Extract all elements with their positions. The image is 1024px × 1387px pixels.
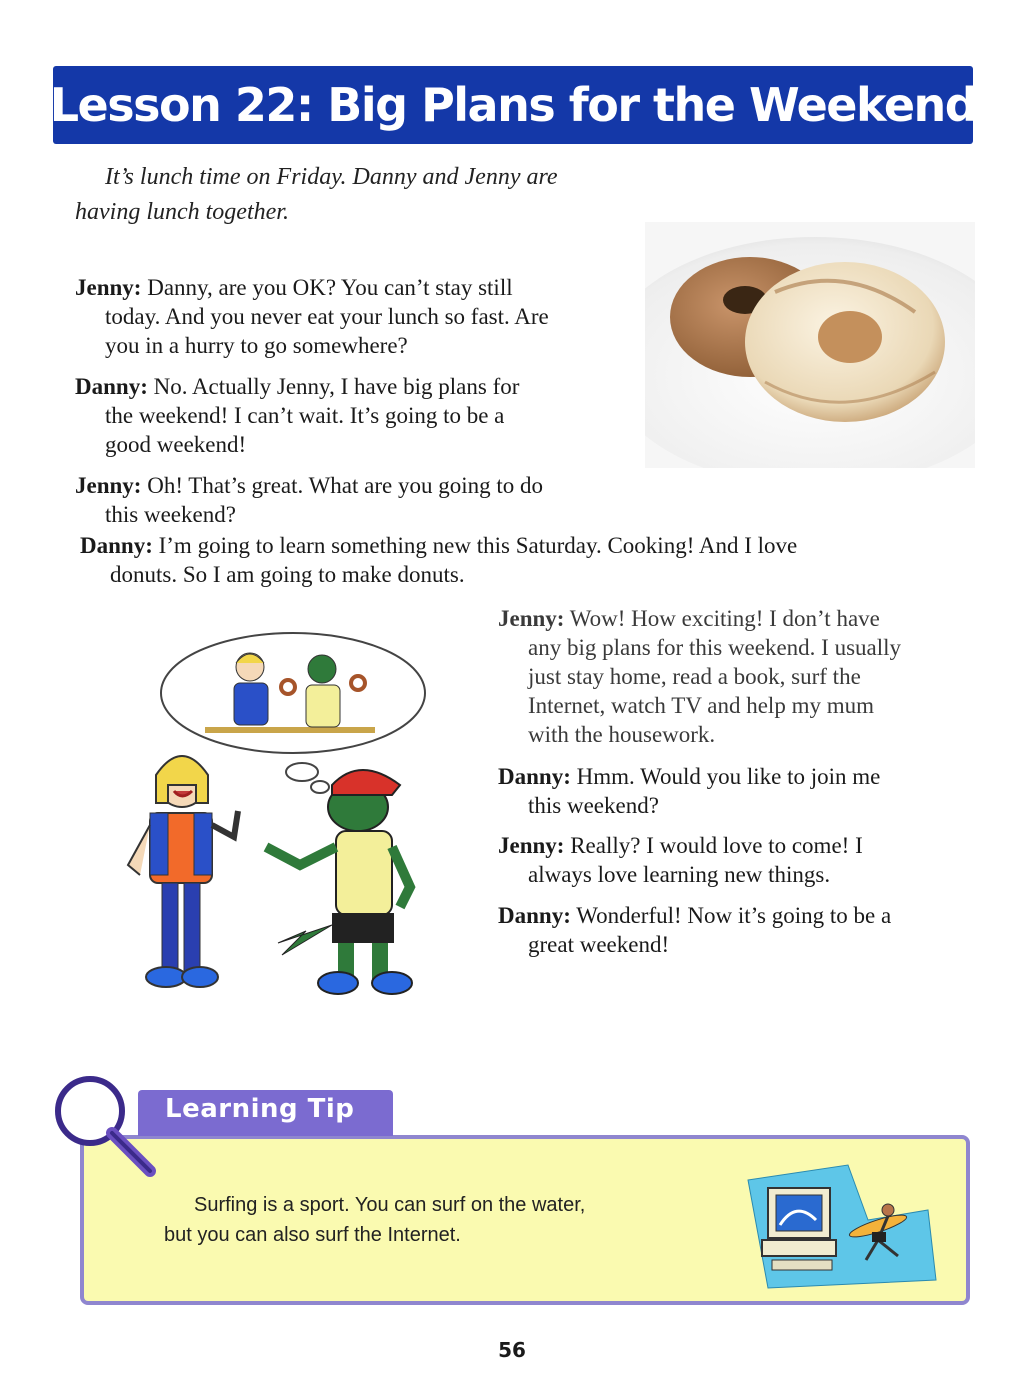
speaker-name: Danny: — [75, 374, 148, 399]
dialogue-line-5 — [498, 604, 901, 749]
tip-line-2: but you can also surf the Internet. — [164, 1224, 461, 1246]
dialogue-text: I’m going to learn something new this Saturday. Cooking! And I love — [158, 533, 798, 558]
speaker-name: Danny: — [498, 903, 571, 928]
speaker-name: Jenny: — [75, 473, 142, 498]
dialogue-line-1 — [75, 273, 549, 360]
speaker-name: Jenny: — [498, 833, 565, 858]
tip-line-1: Surfing is a sport. You can surf on the water, — [194, 1194, 586, 1216]
dialogue-text: any big plans for this weekend. I usually — [528, 635, 902, 660]
dialogue-text: today. And you never eat your lunch so fast. Are — [105, 304, 549, 329]
dialogue-line-7 — [498, 831, 863, 889]
intro-paragraph — [75, 160, 655, 230]
intro-line-2: having lunch together. — [75, 199, 289, 225]
dialogue-line-8 — [498, 901, 891, 959]
dialogue-text: Oh! That’s great. What are you going to do — [147, 473, 544, 498]
dialogue-text: this weekend? — [105, 502, 236, 527]
dialogue-text: donuts. So I am going to make donuts. — [110, 562, 465, 587]
lesson-title-bar — [49, 66, 977, 144]
speaker-name: Danny: — [498, 764, 571, 789]
intro-line-1: It’s lunch time on Friday. Danny and Jenny are — [105, 164, 558, 190]
dialogue-text: Danny, are you OK? You can’t stay still — [147, 275, 513, 300]
dialogue-text: always love learning new things. — [528, 862, 831, 887]
dialogue-text: just stay home, read a book, surf the — [528, 664, 861, 689]
dialogue-text: this weekend? — [528, 793, 659, 818]
dialogue-text: No. Actually Jenny, I have big plans for — [153, 374, 520, 399]
dialogue-text: Internet, watch TV and help my mum — [528, 693, 874, 718]
jenny-danny-illustration — [110, 625, 440, 1015]
speaker-name: Jenny: — [75, 275, 142, 300]
speaker-name: Danny: — [80, 533, 153, 558]
dialogue-line-6 — [498, 762, 880, 820]
lesson-title: Lesson 22: Big Plans for the Weekend — [49, 78, 977, 132]
speaker-name: Jenny: — [498, 606, 565, 631]
dialogue-text: great weekend! — [528, 932, 670, 957]
magnifying-glass-icon — [52, 1073, 162, 1178]
dialogue-text: you in a hurry to go somewhere? — [105, 333, 408, 358]
page-number: 56 — [498, 1338, 526, 1362]
dialogue-text: Really? I would love to come! I — [570, 833, 863, 858]
dialogue-text: good weekend! — [105, 432, 247, 457]
learning-tip-text — [164, 1190, 704, 1250]
dialogue-line-4 — [80, 531, 797, 589]
dialogue-line-3 — [75, 471, 543, 529]
dialogue-text: Hmm. Would you like to join me — [576, 764, 881, 789]
dialogue-text: Wow! How exciting! I don’t have — [569, 606, 880, 631]
dialogue-line-2 — [75, 372, 519, 459]
dialogue-text: Wonderful! Now it’s going to be a — [576, 903, 892, 928]
learning-tip-heading: Learning Tip — [165, 1094, 355, 1124]
computer-surfer-illustration — [738, 1160, 938, 1292]
dialogue-text: with the housework. — [528, 722, 716, 747]
donuts-photo — [645, 222, 975, 468]
dialogue-text: the weekend! I can’t wait. It’s going to be a — [105, 403, 505, 428]
